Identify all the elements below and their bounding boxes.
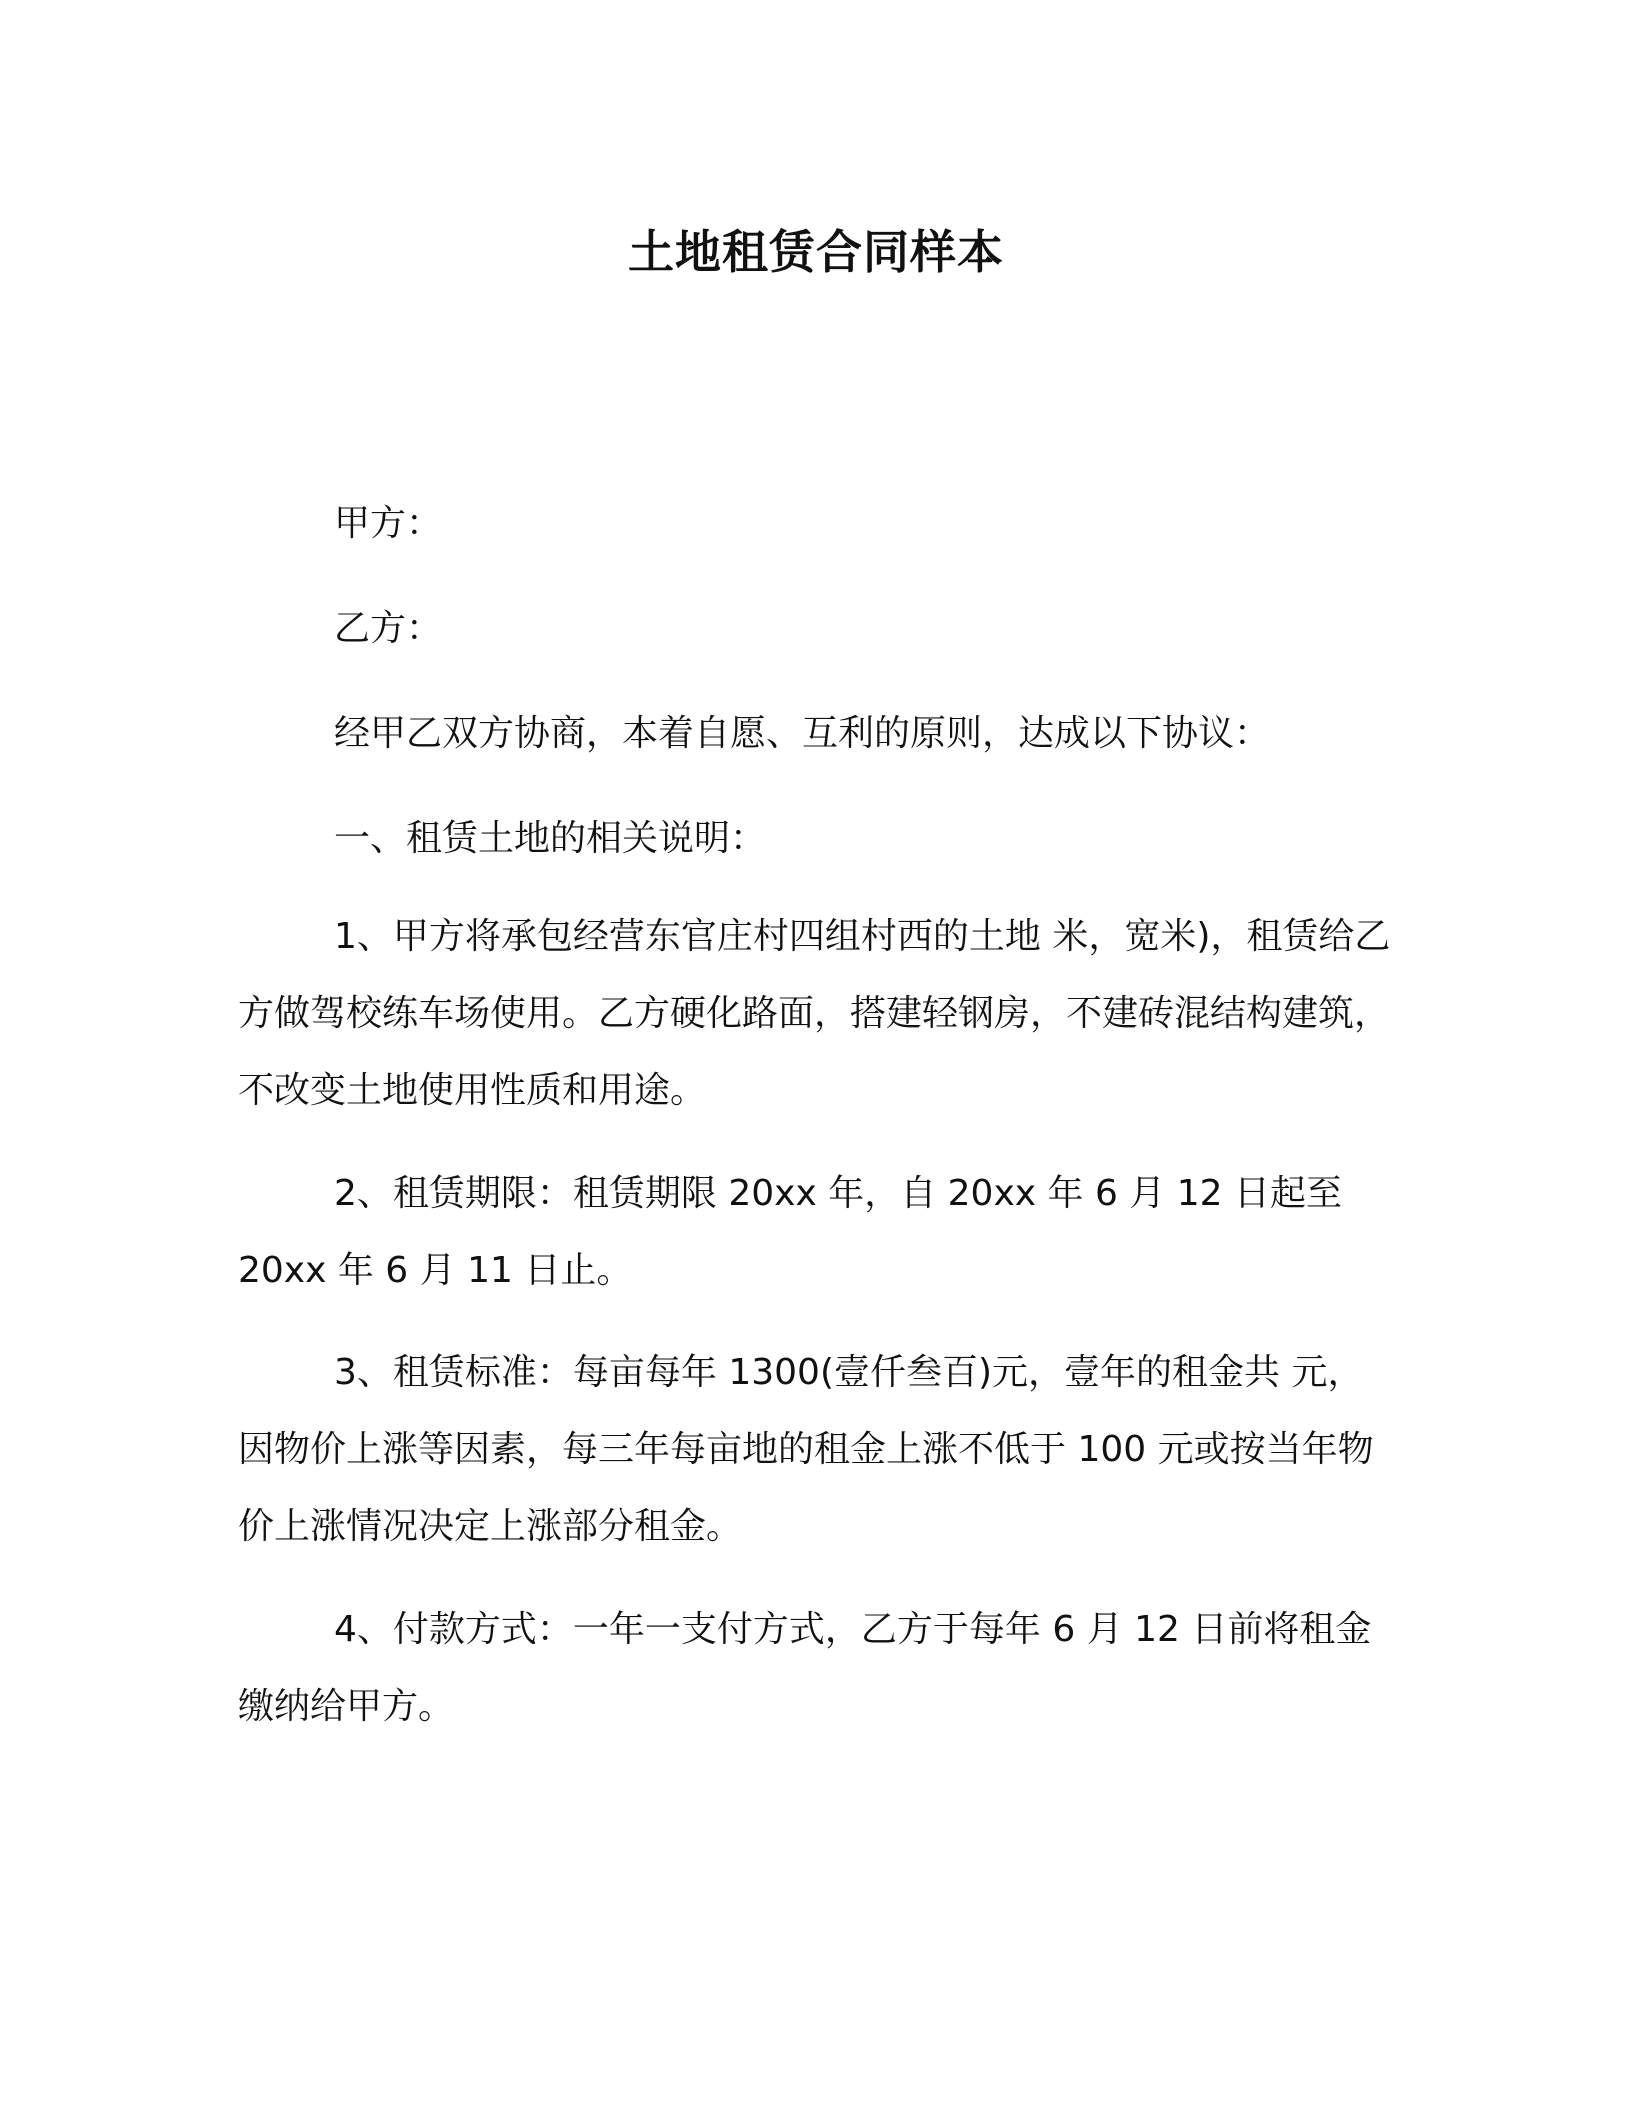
party-a-label: 甲方： [334,503,443,544]
clause-3: 3、租赁标准：每亩每年 1300(壹仟叁百)元，壹年的租金共 元，因物价上涨等因素，每三年每亩地的租金上涨不低于 100 元或按当年物价上涨情况决定上涨部分租金。 [238,1352,1374,1547]
clause-1: 1、甲方将承包经营东官庄村四组村西的土地 米，宽米)，租赁给乙方做驾校练车场使用。乙方硬化路面，搭建轻钢房，不建砖混结构建筑，不改变土地使用性质和用途。 [238,916,1391,1111]
party-b-label: 乙方： [334,608,443,649]
section-1-heading: 一、租赁土地的相关说明： [334,818,767,859]
document-title: 土地租赁合同样本 [628,225,1004,279]
clause-2: 2、租赁期限：租赁期限 20xx 年，自 20xx 年 6 月 12 日起至 20xx 年 6 月 11 日止。 [238,1173,1343,1291]
clause-4: 4、付款方式：一年一支付方式，乙方于每年 6 月 12 日前将租金缴纳给甲方。 [238,1609,1372,1727]
intro-paragraph: 经甲乙双方协商，本着自愿、互利的原则，达成以下协议： [334,713,1271,754]
